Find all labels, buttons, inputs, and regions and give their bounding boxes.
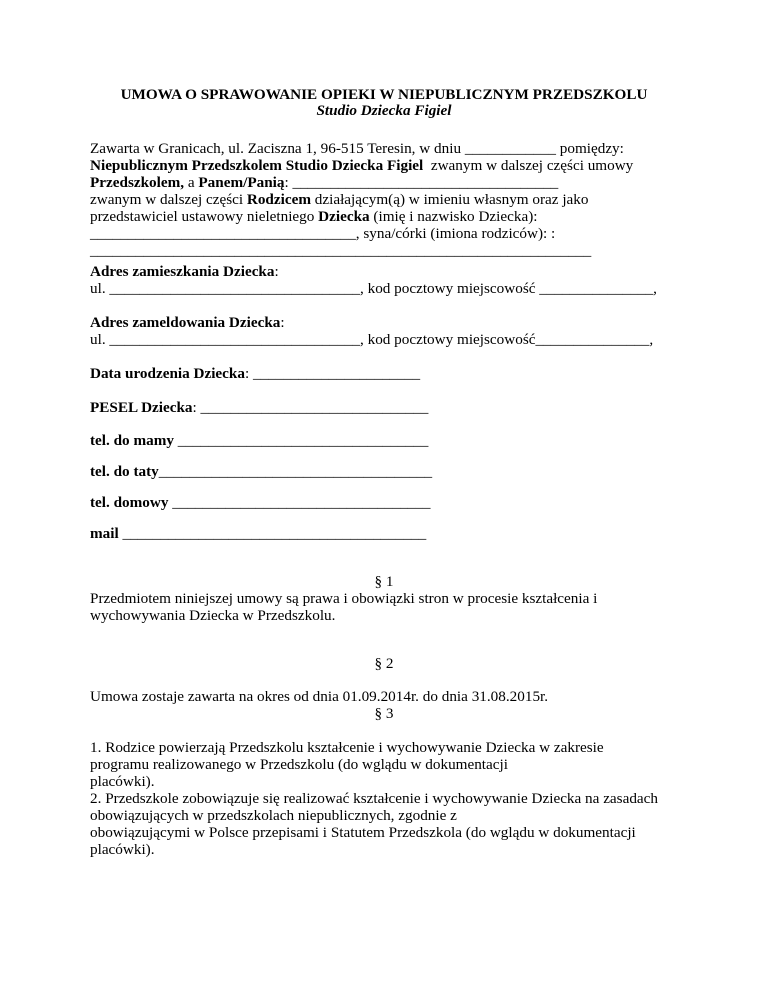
intro-line-4: zwanym w dalszej części Rodzicem działającym(ą) w imieniu własnym oraz jako [90,191,589,208]
section-3-p2-line-3: obowiązującymi w Polsce przepisami i Statutem Przedszkola (do wglądu w dokumentacji [90,824,636,841]
residence-address-label: Adres zamieszkania Dziecka: [90,263,279,280]
intro-line-7: __________________________________________________________________ [90,242,592,259]
intro-line-5: przedstawiciel ustawowy nieletniego Dziecka (imię i nazwisko Dziecka): [90,208,538,225]
mother-phone-field: tel. do mamy _________________________________ [90,432,429,449]
home-phone-field: tel. domowy __________________________________ [90,494,431,511]
section-3-heading: § 3 [374,705,394,722]
section-3-p1-line-1: 1. Rodzice powierzają Przedszkolu kształcenie i wychowywanie Dziecka w zakresie [90,739,604,756]
section-2-line-1: Umowa zostaje zawarta na okres od dnia 01.09.2014r. do dnia 31.08.2015r. [90,688,549,705]
registered-address-label: Adres zameldowania Dziecka: [90,314,285,331]
pesel-field: PESEL Dziecka: ______________________________ [90,399,429,416]
intro-line-2: Niepublicznym Przedszkolem Studio Dziecka Figiel zwanym w dalszej części umowy [90,157,634,174]
registered-address-line: ul. _________________________________, kod pocztowy miejscowość_______________, [90,331,654,348]
section-3-p2-line-1: 2. Przedszkole zobowiązuje się realizować kształcenie i wychowywanie Dziecka na zasadach [90,790,658,807]
intro-line-1: Zawarta w Granicach, ul. Zaciszna 1, 96-515 Teresin, w dniu ____________ pomiędzy: [90,140,624,157]
document-subtitle: Studio Dziecka Figiel [316,102,452,119]
father-phone-field: tel. do taty____________________________________ [90,463,433,480]
intro-line-6: ___________________________________, syna/córki (imiona rodziców): : [90,225,556,242]
section-2-heading: § 2 [374,655,394,672]
document-title: UMOWA O SPRAWOWANIE OPIEKI W NIEPUBLICZNYM PRZEDSZKOLU [120,86,648,103]
section-1-line-2: wychowywania Dziecka w Przedszkolu. [90,607,336,624]
section-3-p1-line-3: placówki). [90,773,155,790]
section-3-p1-line-2: programu realizowanego w Przedszkolu (do wglądu w dokumentacji [90,756,508,773]
section-1-heading: § 1 [374,573,394,590]
section-1-line-1: Przedmiotem niniejszej umowy są prawa i obowiązki stron w procesie kształcenia i [90,590,598,607]
residence-address-line: ul. _________________________________, kod pocztowy miejscowość _______________, [90,280,657,297]
section-3-p2-line-2: obowiązujących w przedszkolach niepublicznych, zgodnie z [90,807,457,824]
section-3-p2-line-4: placówki). [90,841,155,858]
email-field: mail ________________________________________ [90,525,427,542]
intro-line-3: Przedszkolem, a Panem/Panią: ___________________________________ [90,174,559,191]
preschool-name: Niepublicznym Przedszkolem Studio Dziecka Figiel [90,157,424,174]
birth-date-field: Data urodzenia Dziecka: ______________________ [90,365,421,382]
